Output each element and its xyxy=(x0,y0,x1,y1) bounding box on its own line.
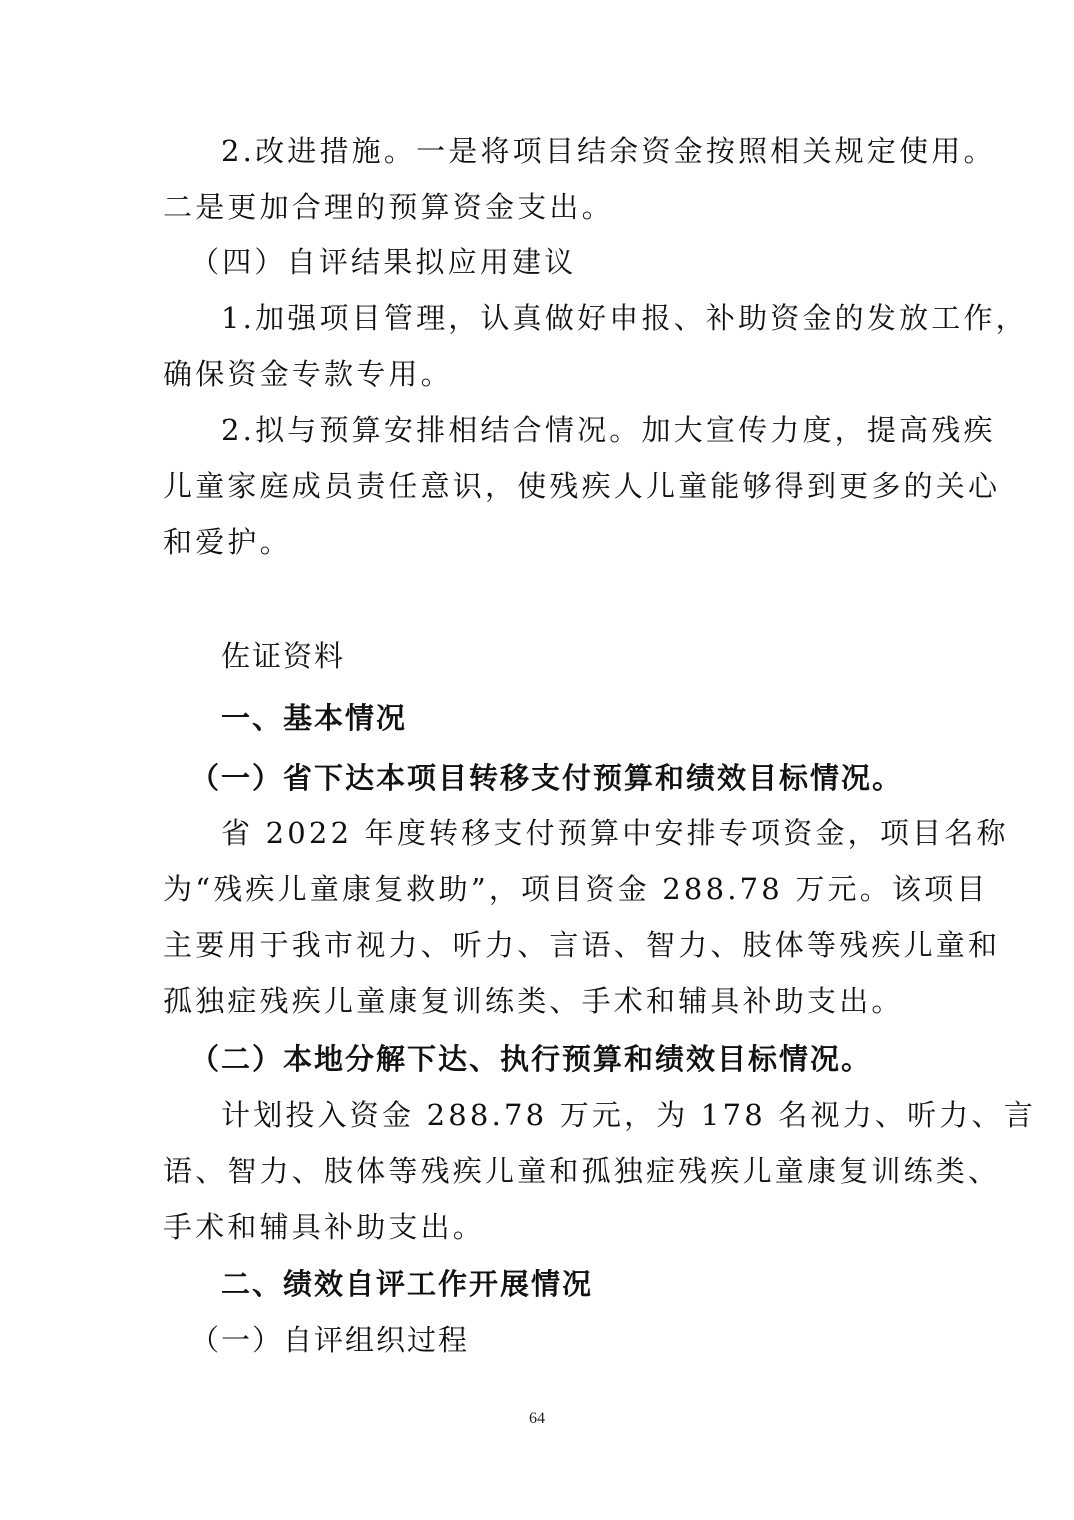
paragraph-provincial-line-3: 主要用于我市视力、听力、言语、智力、肢体等残疾儿童和 xyxy=(163,928,1001,962)
paragraph-improvement-line-1: 2.改进措施。一是将项目结余资金按照相关规定使用。 xyxy=(221,134,996,168)
paragraph-suggestion-1-line-2: 确保资金专款专用。 xyxy=(163,357,453,391)
paragraph-provincial-line-2: 为“残疾儿童康复救助”，项目资金 288.78 万元。该项目 xyxy=(163,872,989,906)
heading-self-evaluation-work: 二、绩效自评工作开展情况 xyxy=(221,1267,594,1301)
supporting-materials-title: 佐证资料 xyxy=(221,639,346,673)
paragraph-provincial-line-4: 孤独症残疾儿童康复训练类、手术和辅具补助支出。 xyxy=(163,984,904,1018)
paragraph-provincial-line-1: 省 2022 年度转移支付预算中安排专项资金，项目名称 xyxy=(221,816,1009,850)
section-heading-application-suggestions: （四）自评结果拟应用建议 xyxy=(190,245,577,279)
heading-self-evaluation-process: （一）自评组织过程 xyxy=(190,1323,470,1357)
paragraph-local-line-3: 手术和辅具补助支出。 xyxy=(163,1210,486,1244)
paragraph-local-line-2: 语、智力、肢体等残疾儿童和孤独症残疾儿童康复训练类、 xyxy=(163,1154,1001,1188)
heading-provincial-budget: （一）省下达本项目转移支付预算和绩效目标情况。 xyxy=(190,761,904,795)
heading-basic-situation: 一、基本情况 xyxy=(221,701,408,735)
page-number: 64 xyxy=(529,1410,545,1427)
paragraph-suggestion-2-line-2: 儿童家庭成员责任意识，使残疾人儿童能够得到更多的关心 xyxy=(163,469,1001,503)
paragraph-suggestion-1-line-1: 1.加强项目管理，认真做好申报、补助资金的发放工作， xyxy=(221,301,1028,335)
paragraph-improvement-line-2: 二是更加合理的预算资金支出。 xyxy=(163,190,614,224)
heading-local-execution: （二）本地分解下达、执行预算和绩效目标情况。 xyxy=(190,1042,873,1076)
paragraph-suggestion-2-line-3: 和爱护。 xyxy=(163,525,292,559)
paragraph-suggestion-2-line-1: 2.拟与预算安排相结合情况。加大宣传力度，提高残疾 xyxy=(221,413,996,447)
paragraph-local-line-1: 计划投入资金 288.78 万元，为 178 名视力、听力、言 xyxy=(221,1098,1036,1132)
